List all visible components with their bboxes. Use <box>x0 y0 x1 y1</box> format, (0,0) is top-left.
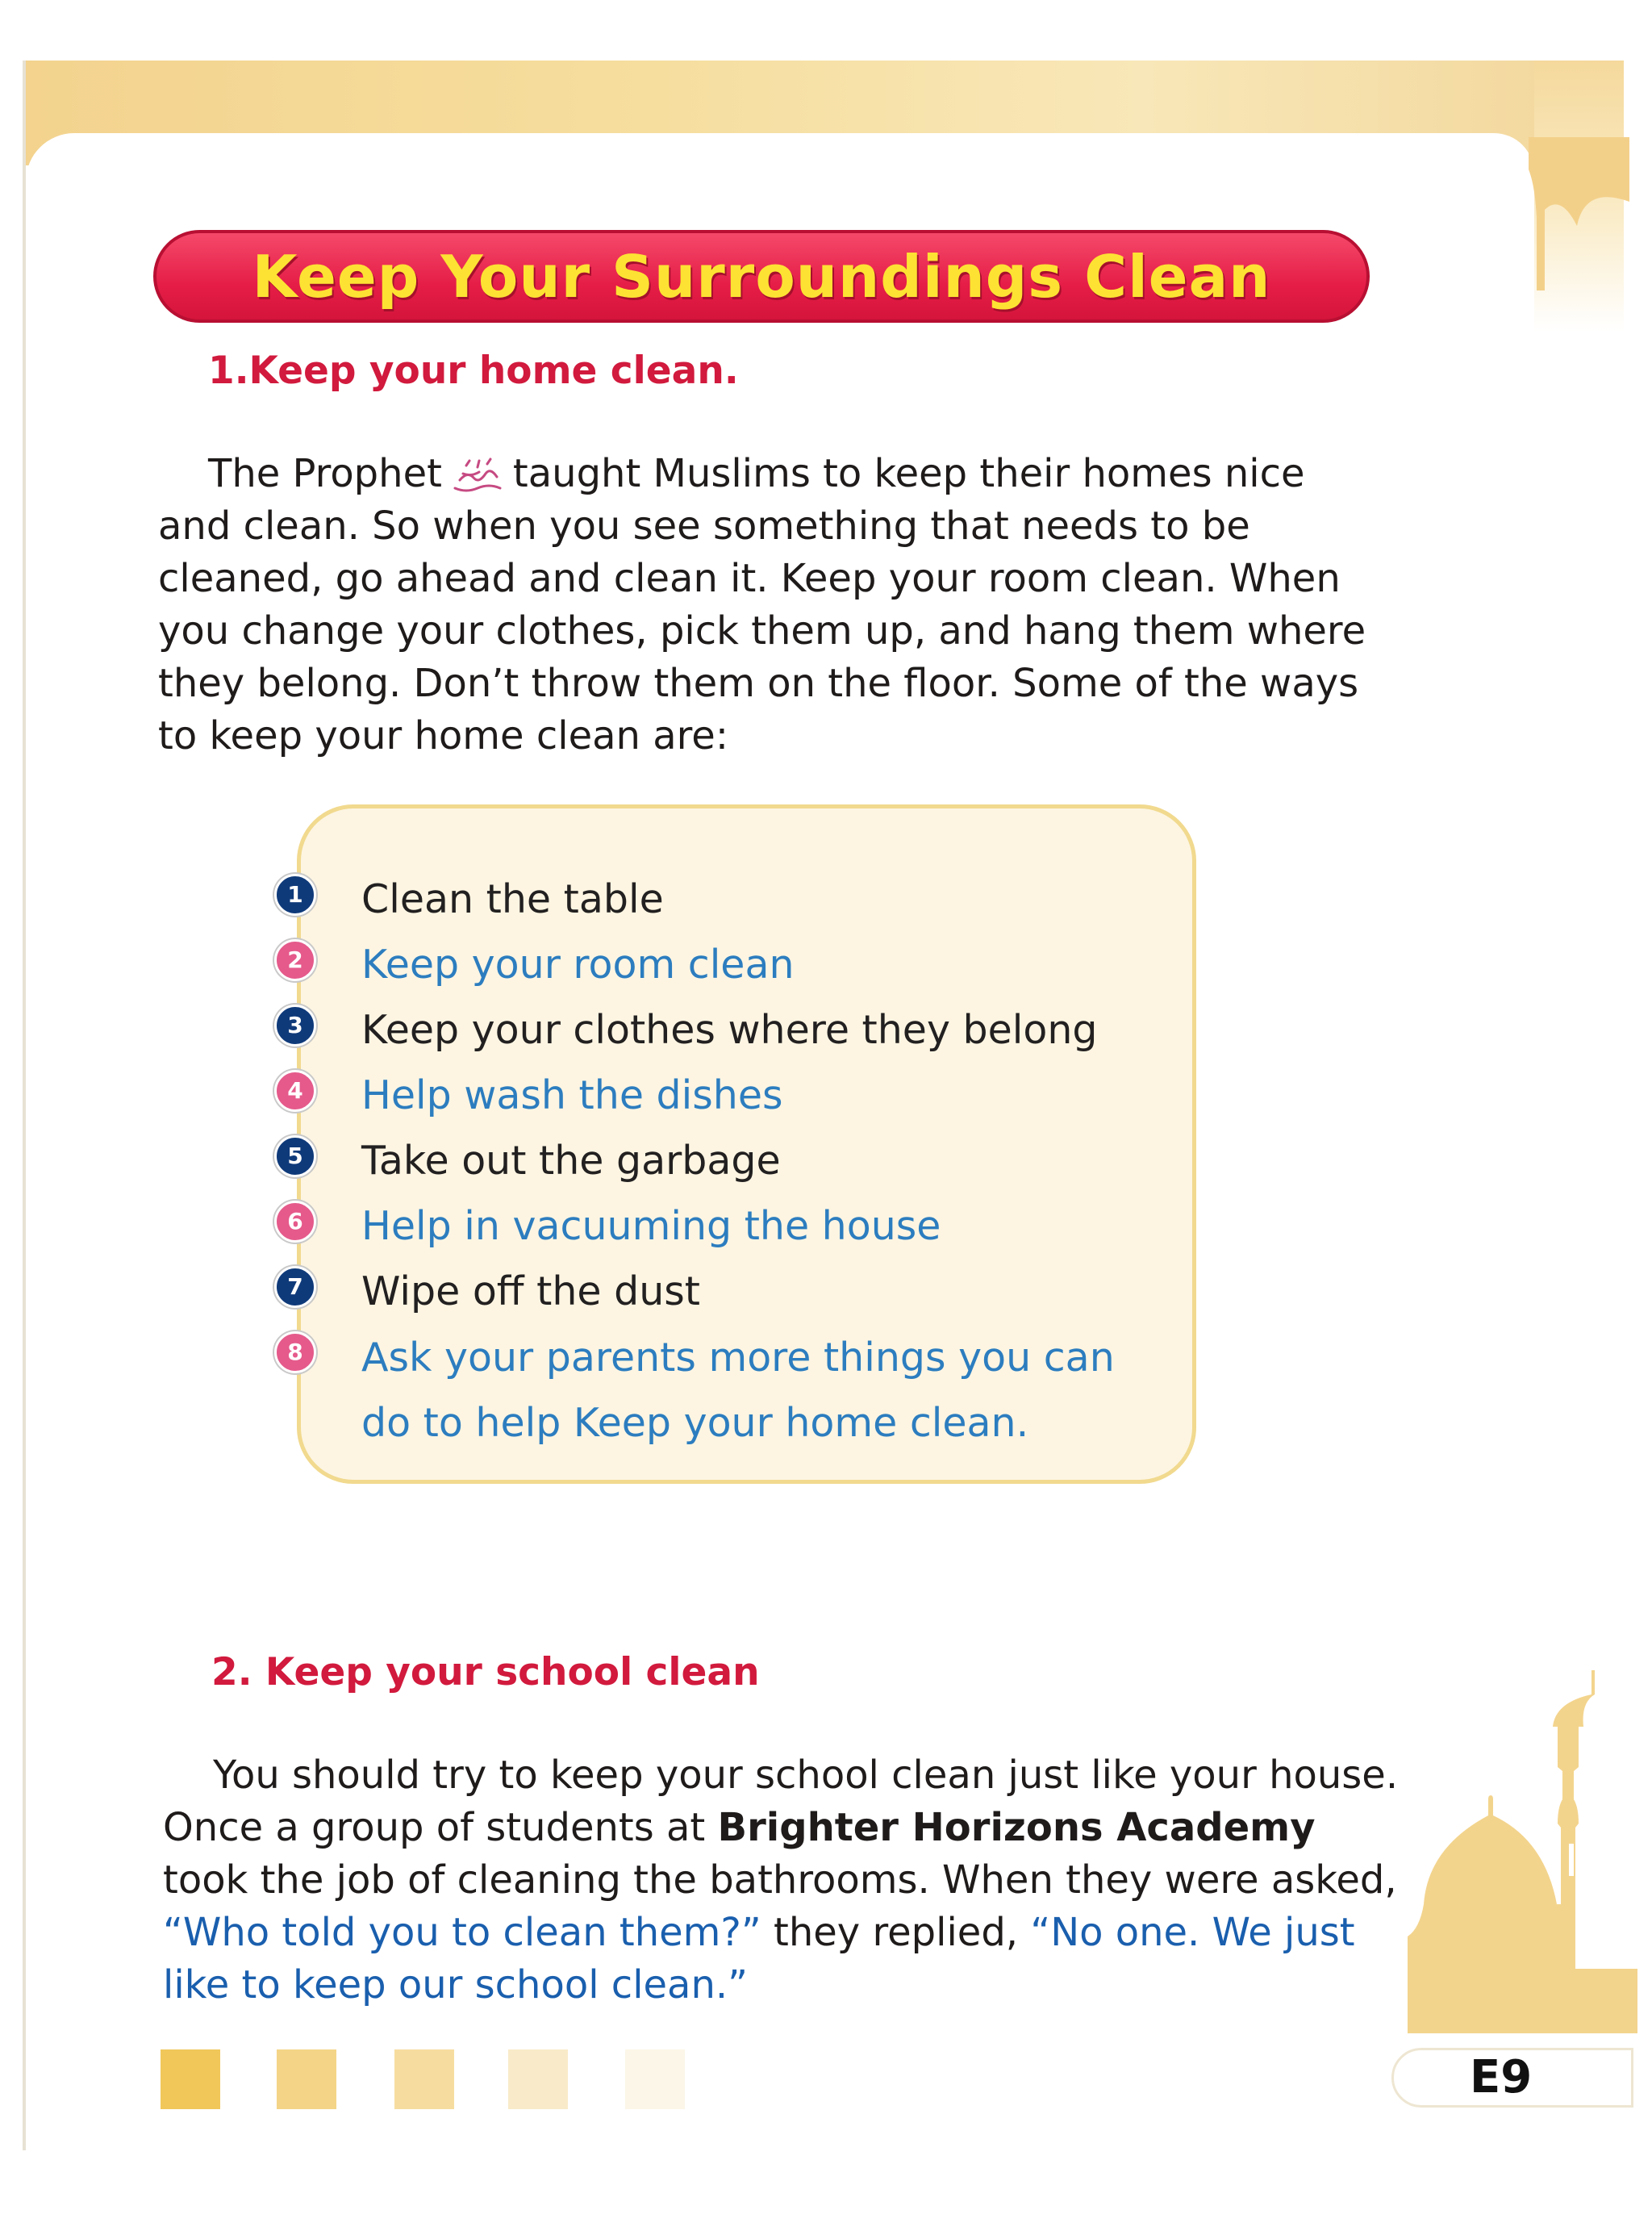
page-number: E9 <box>1470 2051 1533 2104</box>
number-badge-7: 7 <box>274 1266 316 1308</box>
number-badge-2: 2 <box>274 939 316 981</box>
paragraph-body-text: taught Muslims to keep their homes nice and clean. So when you see something that needs to be cleaned, go ahead and clean it. Keep your room clean. When you change your clothes, pick them up, and hang them where they belong. Don’t throw them on the floor. Some of the ways to keep your home clean are: <box>158 451 1366 758</box>
number-badge-1: 1 <box>274 874 316 916</box>
list-item-text: Keep your room clean <box>361 942 795 988</box>
list-item-text: Help wash the dishes <box>361 1072 783 1118</box>
mosque-silhouette-icon <box>1408 1662 1642 2033</box>
section-1-heading: 1.Keep your home clean. <box>208 349 739 393</box>
footer-square <box>161 2049 220 2109</box>
arch-ornament-icon <box>1529 137 1629 299</box>
footer-square <box>277 2049 336 2109</box>
paragraph-lead-text: The Prophet <box>208 451 442 496</box>
quote-question: “Who told you to clean them?” <box>163 1910 761 1955</box>
list-item-text: Keep your clothes where they belong <box>361 1007 1098 1053</box>
school-name: Brighter Horizons Academy <box>717 1805 1316 1850</box>
number-badge-6: 6 <box>274 1201 316 1243</box>
list-item-text: Take out the garbage <box>361 1138 781 1184</box>
list-item-text: Wipe off the dust <box>361 1268 701 1314</box>
footer-square <box>625 2049 685 2109</box>
paragraph-text: they replied, <box>774 1910 1019 1955</box>
salutation-calligraphy-icon <box>450 456 505 496</box>
quote-answer: “No one. We just like to keep our school clean.” <box>163 1910 1355 2007</box>
paragraph-text: You should try to keep your school clean just like your house. Once a group of students at <box>163 1753 1399 1850</box>
section-2-paragraph <box>163 1749 1405 2012</box>
number-badge-5: 5 <box>274 1135 316 1177</box>
list-item-text: Clean the table <box>361 876 664 922</box>
section-1-paragraph <box>158 448 1384 762</box>
page-title: Keep Your Surroundings Clean <box>252 242 1271 311</box>
list-item-text: Help in vacuuming the house <box>361 1203 941 1249</box>
title-banner <box>153 230 1370 323</box>
number-badge-8: 8 <box>274 1331 316 1373</box>
footer-square <box>394 2049 454 2109</box>
number-badge-3: 3 <box>274 1005 316 1047</box>
number-badge-4: 4 <box>274 1070 316 1112</box>
section-2-heading: 2. Keep your school clean <box>211 1650 760 1694</box>
list-item-text: Ask your parents more things you can do to help Keep your home clean. <box>361 1335 1115 1446</box>
paragraph-text: took the job of cleaning the bathrooms. When they were asked, <box>163 1857 1397 1903</box>
page-left-edge <box>23 61 26 2150</box>
footer-square <box>508 2049 568 2109</box>
